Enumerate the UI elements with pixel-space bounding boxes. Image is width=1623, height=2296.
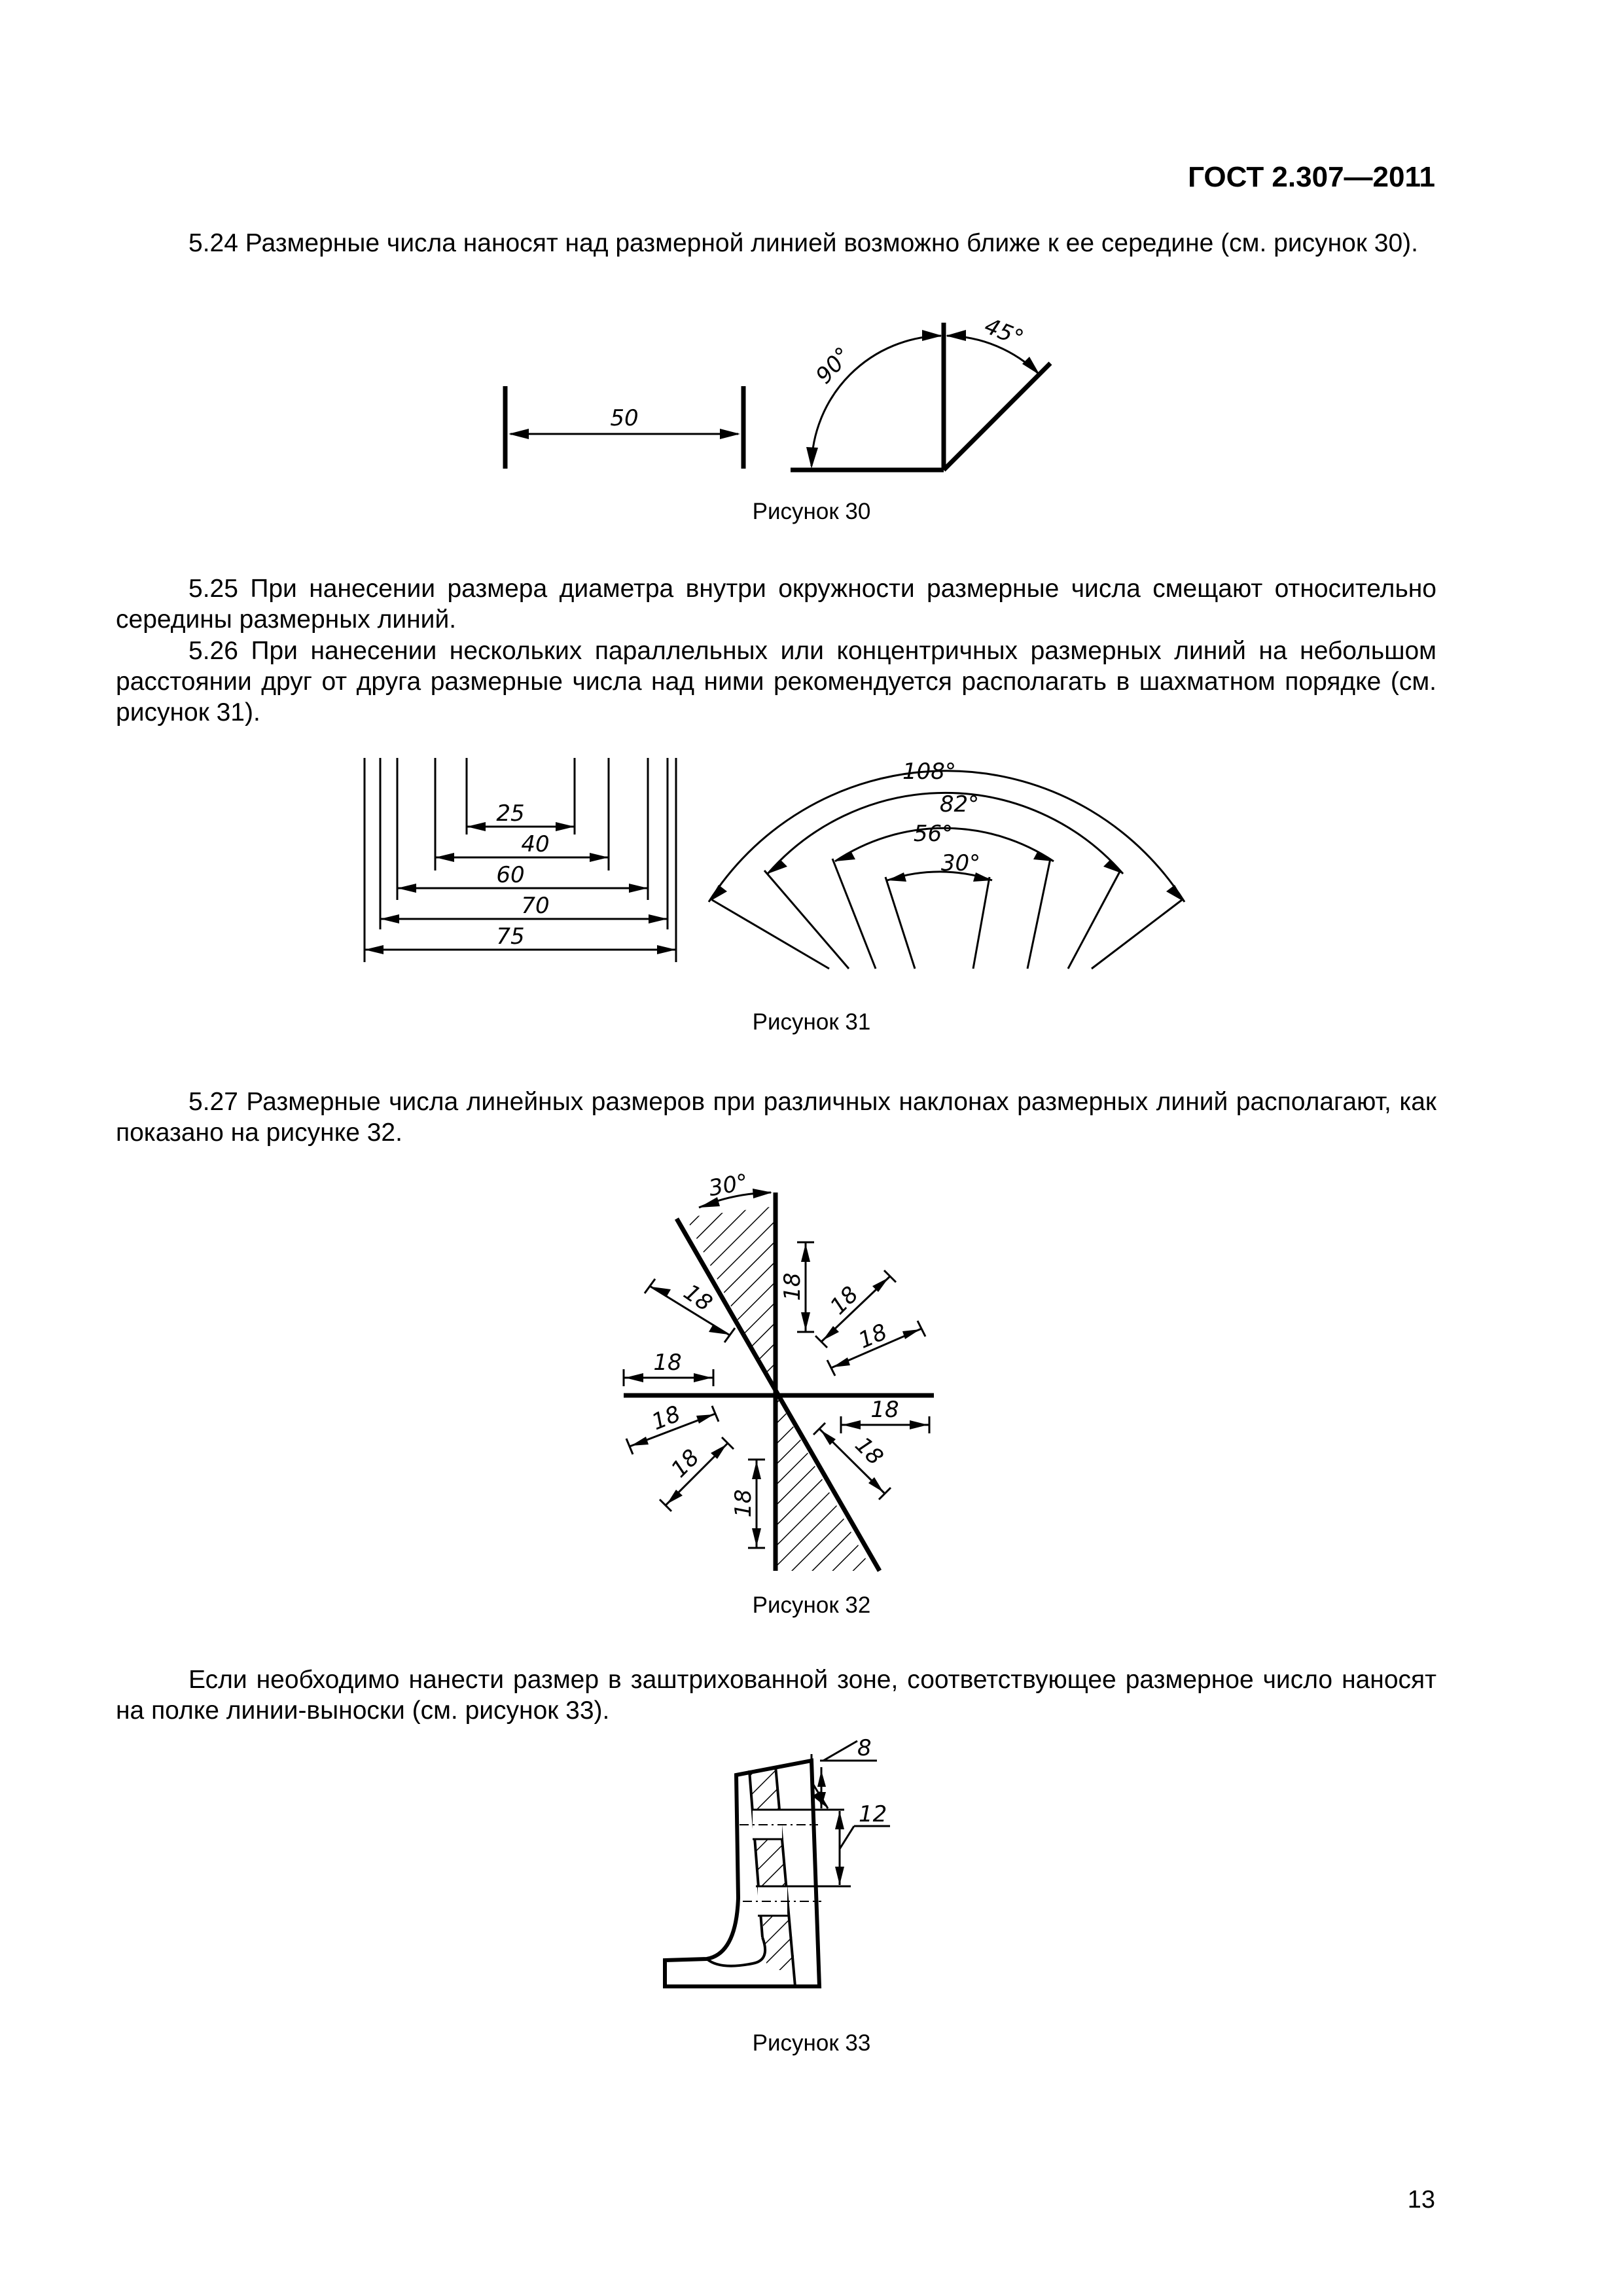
fig33-dim-8: 8 — [857, 1735, 872, 1761]
fig31-dim-75: 75 — [496, 924, 525, 950]
fig32-dim-diag-upper-right-2: 18 — [854, 1319, 891, 1354]
fig31-angle-30: 30° — [940, 850, 981, 876]
fig32-dim-horizontal-left: 18 — [653, 1350, 682, 1376]
fig32-dim-vertical-lower: 18 — [730, 1489, 757, 1518]
fig31-angle-82: 82° — [939, 791, 980, 817]
fig32-dim-diag-upper-left: 18 — [679, 1279, 717, 1317]
paragraph-5-25: 5.25 При нанесении размера диаметра внутри окружности размерные числа смещают относительно середины размерных линий. — [116, 575, 1436, 634]
figure-31-caption: Рисунок 31 — [752, 1009, 871, 1035]
fig31-dim-70: 70 — [521, 893, 550, 919]
fig30-linear-value: 50 — [610, 405, 639, 431]
fig32-dim-horizontal-right: 18 — [870, 1397, 899, 1423]
fig32-dim-vertical-upper: 18 — [779, 1272, 806, 1301]
paragraph-5-26: 5.26 При нанесении нескольких параллельных или концентричных размерных линий на небольшом расстоянии друг от друга размерные числа над ними рекомендуется располагать в шахматном порядке (см. рисунок 31). — [116, 637, 1436, 726]
figure-32-caption: Рисунок 32 — [752, 1592, 871, 1618]
fig33-part — [665, 1741, 890, 1986]
fig32-angle-30: 30° — [706, 1169, 751, 1202]
figure-30-caption: Рисунок 30 — [752, 499, 871, 524]
fig31-dim-40: 40 — [521, 831, 550, 857]
fig31-dim-25: 25 — [496, 800, 525, 827]
fig32-dim-diag-lower-left-1: 18 — [648, 1401, 685, 1436]
fig32-dim-diag-lower-right: 18 — [849, 1431, 889, 1471]
figure-33-caption: Рисунок 33 — [752, 2030, 871, 2056]
page-number: 13 — [1407, 2186, 1435, 2214]
paragraph-5-24: 5.24 Размерные числа наносят над размерной линией возможно ближе к ее середине (см. рисунок 30). — [188, 229, 1418, 257]
fig31-dim-60: 60 — [496, 862, 525, 888]
fig32-dim-diag-upper-right-1: 18 — [825, 1281, 864, 1320]
fig32-dim-diag-lower-left-2: 18 — [666, 1444, 705, 1483]
paragraph-hatched-zone: Если необходимо нанести размер в заштрихованной зоне, соответствующее размерное число наносят на полке линии-выноски (см. рисунок 33). — [116, 1666, 1436, 1725]
fig31-angle-56: 56° — [913, 821, 954, 847]
paragraph-5-27: 5.27 Размерные числа линейных размеров при различных наклонах размерных линий располагают, как показано на рисунке 32. — [116, 1088, 1436, 1147]
fig30-angle-45: 45° — [980, 312, 1027, 352]
fig33-dim-12: 12 — [859, 1801, 887, 1827]
fig30-angle-90: 90° — [810, 342, 857, 389]
document-header: ГОСТ 2.307—2011 — [1188, 161, 1435, 193]
fig31-angle-108: 108° — [902, 759, 956, 785]
